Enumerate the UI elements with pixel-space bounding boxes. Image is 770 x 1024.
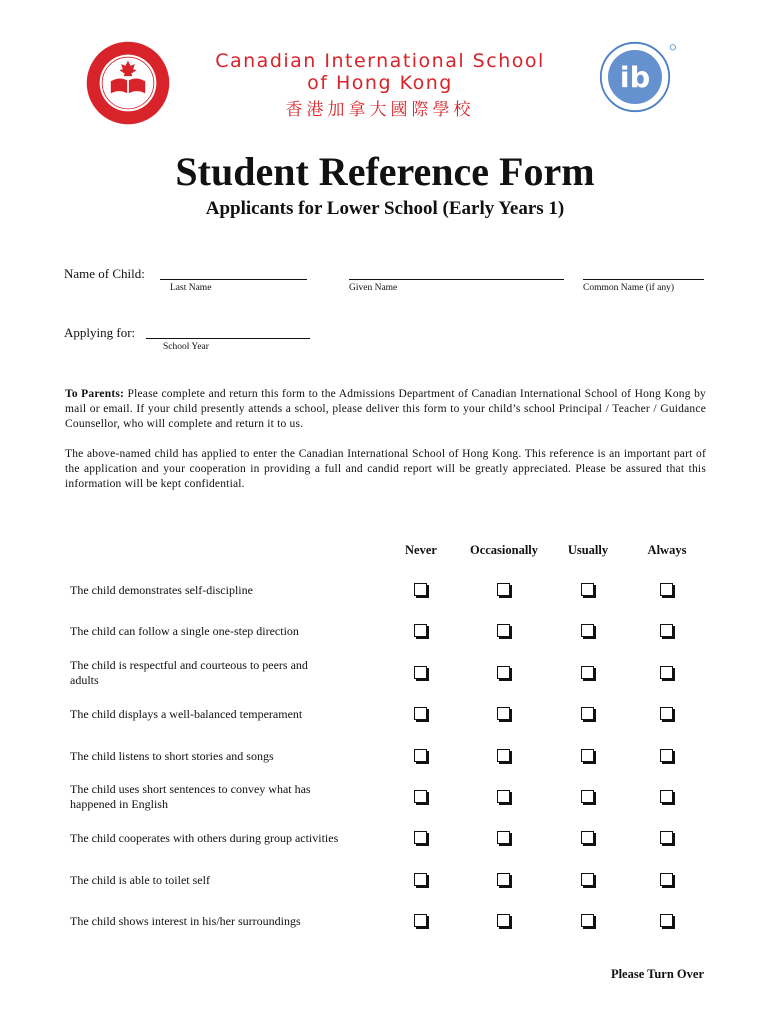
checkbox-cooperates-always[interactable] [660, 831, 673, 844]
row-label-toilet-self: The child is able to toilet self [70, 873, 210, 887]
checkbox-self-discipline-always[interactable] [660, 583, 673, 596]
page-title: Student Reference Form [175, 149, 595, 194]
applying-for-label: Applying for: [64, 325, 136, 340]
checkbox-surroundings-usually[interactable] [581, 914, 594, 927]
checkbox-short-sentences-occasionally[interactable] [497, 790, 510, 803]
row-label-self-discipline: The child demonstrates self-discipline [70, 583, 253, 597]
last-name-hint: Last Name [170, 283, 212, 293]
column-header-usually: Usually [567, 543, 609, 557]
svg-text:ib: ib [619, 59, 651, 94]
checkbox-temperament-occasionally[interactable] [497, 707, 510, 720]
ib-logo [590, 40, 680, 114]
checkbox-toilet-self-occasionally[interactable] [497, 873, 510, 886]
last-name-field[interactable] [160, 279, 307, 280]
row-label-short-sentences: The child uses short sentences to convey what has happened in English [70, 782, 311, 811]
checkbox-surroundings-occasionally[interactable] [497, 914, 510, 927]
school-year-field[interactable] [146, 338, 310, 339]
common-name-field[interactable] [583, 279, 704, 280]
row-label-one-step-direction: The child can follow a single one-step direction [70, 624, 299, 638]
checkbox-stories-songs-always[interactable] [660, 749, 673, 762]
checkbox-self-discipline-never[interactable] [414, 583, 427, 596]
checkbox-cooperates-usually[interactable] [581, 831, 594, 844]
checkbox-stories-songs-never[interactable] [414, 749, 427, 762]
checkbox-one-step-direction-always[interactable] [660, 624, 673, 637]
name-of-child-label: Name of Child: [64, 266, 145, 281]
given-name-hint: Given Name [349, 283, 398, 293]
row-label-respectful: The child is respectful and courteous to peers and adults [70, 658, 308, 687]
column-header-always: Always [647, 543, 687, 557]
school-seal-logo [85, 40, 171, 126]
checkbox-temperament-never[interactable] [414, 707, 427, 720]
instructions-paragraph [65, 387, 706, 432]
checkbox-one-step-direction-never[interactable] [414, 624, 427, 637]
checkbox-respectful-occasionally[interactable] [497, 666, 510, 679]
checkbox-short-sentences-always[interactable] [660, 790, 673, 803]
checkbox-stories-songs-usually[interactable] [581, 749, 594, 762]
school-year-hint: School Year [163, 342, 209, 352]
checkbox-toilet-self-always[interactable] [660, 873, 673, 886]
checkbox-self-discipline-occasionally[interactable] [497, 583, 510, 596]
column-header-never: Never [405, 543, 437, 557]
please-turn-over-note: Please Turn Over [610, 967, 704, 981]
row-label-stories-songs: The child listens to short stories and songs [70, 749, 274, 763]
given-name-field[interactable] [349, 279, 564, 280]
column-header-occasionally: Occasionally [469, 543, 539, 557]
school-name-line1: Canadian International School [215, 50, 545, 72]
school-name-line2: of Hong Kong [307, 72, 453, 94]
row-label-temperament: The child displays a well-balanced temperament [70, 707, 303, 721]
checkbox-self-discipline-usually[interactable] [581, 583, 594, 596]
checkbox-short-sentences-never[interactable] [414, 790, 427, 803]
checkbox-short-sentences-usually[interactable] [581, 790, 594, 803]
checkbox-surroundings-never[interactable] [414, 914, 427, 927]
checkbox-stories-songs-occasionally[interactable] [497, 749, 510, 762]
checkbox-surroundings-always[interactable] [660, 914, 673, 927]
checkbox-toilet-self-never[interactable] [414, 873, 427, 886]
school-name-chinese: 香港加拿大國際學校 [285, 100, 475, 120]
checkbox-one-step-direction-occasionally[interactable] [497, 624, 510, 637]
checkbox-cooperates-never[interactable] [414, 831, 427, 844]
checkbox-one-step-direction-usually[interactable] [581, 624, 594, 637]
row-label-cooperates: The child cooperates with others during group activities [70, 831, 339, 845]
row-label-surroundings: The child shows interest in his/her surroundings [70, 914, 301, 928]
common-name-hint: Common Name (if any) [583, 283, 675, 293]
to-parents-label: To Parents: [65, 388, 125, 400]
checkbox-toilet-self-usually[interactable] [581, 873, 594, 886]
confidentiality-paragraph: The above-named child has applied to enter the Canadian International School of Hong Kong. This reference is an important part of the application and your cooperation in providing a full and candid report will be greatly appreciated. Please be assured that this information will be kept confidential. [65, 448, 706, 490]
checkbox-temperament-always[interactable] [660, 707, 673, 720]
page-subtitle: Applicants for Lower School (Early Years 1) [205, 198, 565, 219]
checkbox-respectful-always[interactable] [660, 666, 673, 679]
checkbox-respectful-never[interactable] [414, 666, 427, 679]
checkbox-respectful-usually[interactable] [581, 666, 594, 679]
checkbox-temperament-usually[interactable] [581, 707, 594, 720]
instructions-text: Please complete and return this form to the Admissions Department of Canadian International School of Hong Kong by mail or email. If your child presently attends a school, please deliver this form to your child’s school Principal / Teacher / Guidance Counsellor, who will complete and return it to us. [65, 388, 706, 430]
checkbox-cooperates-occasionally[interactable] [497, 831, 510, 844]
